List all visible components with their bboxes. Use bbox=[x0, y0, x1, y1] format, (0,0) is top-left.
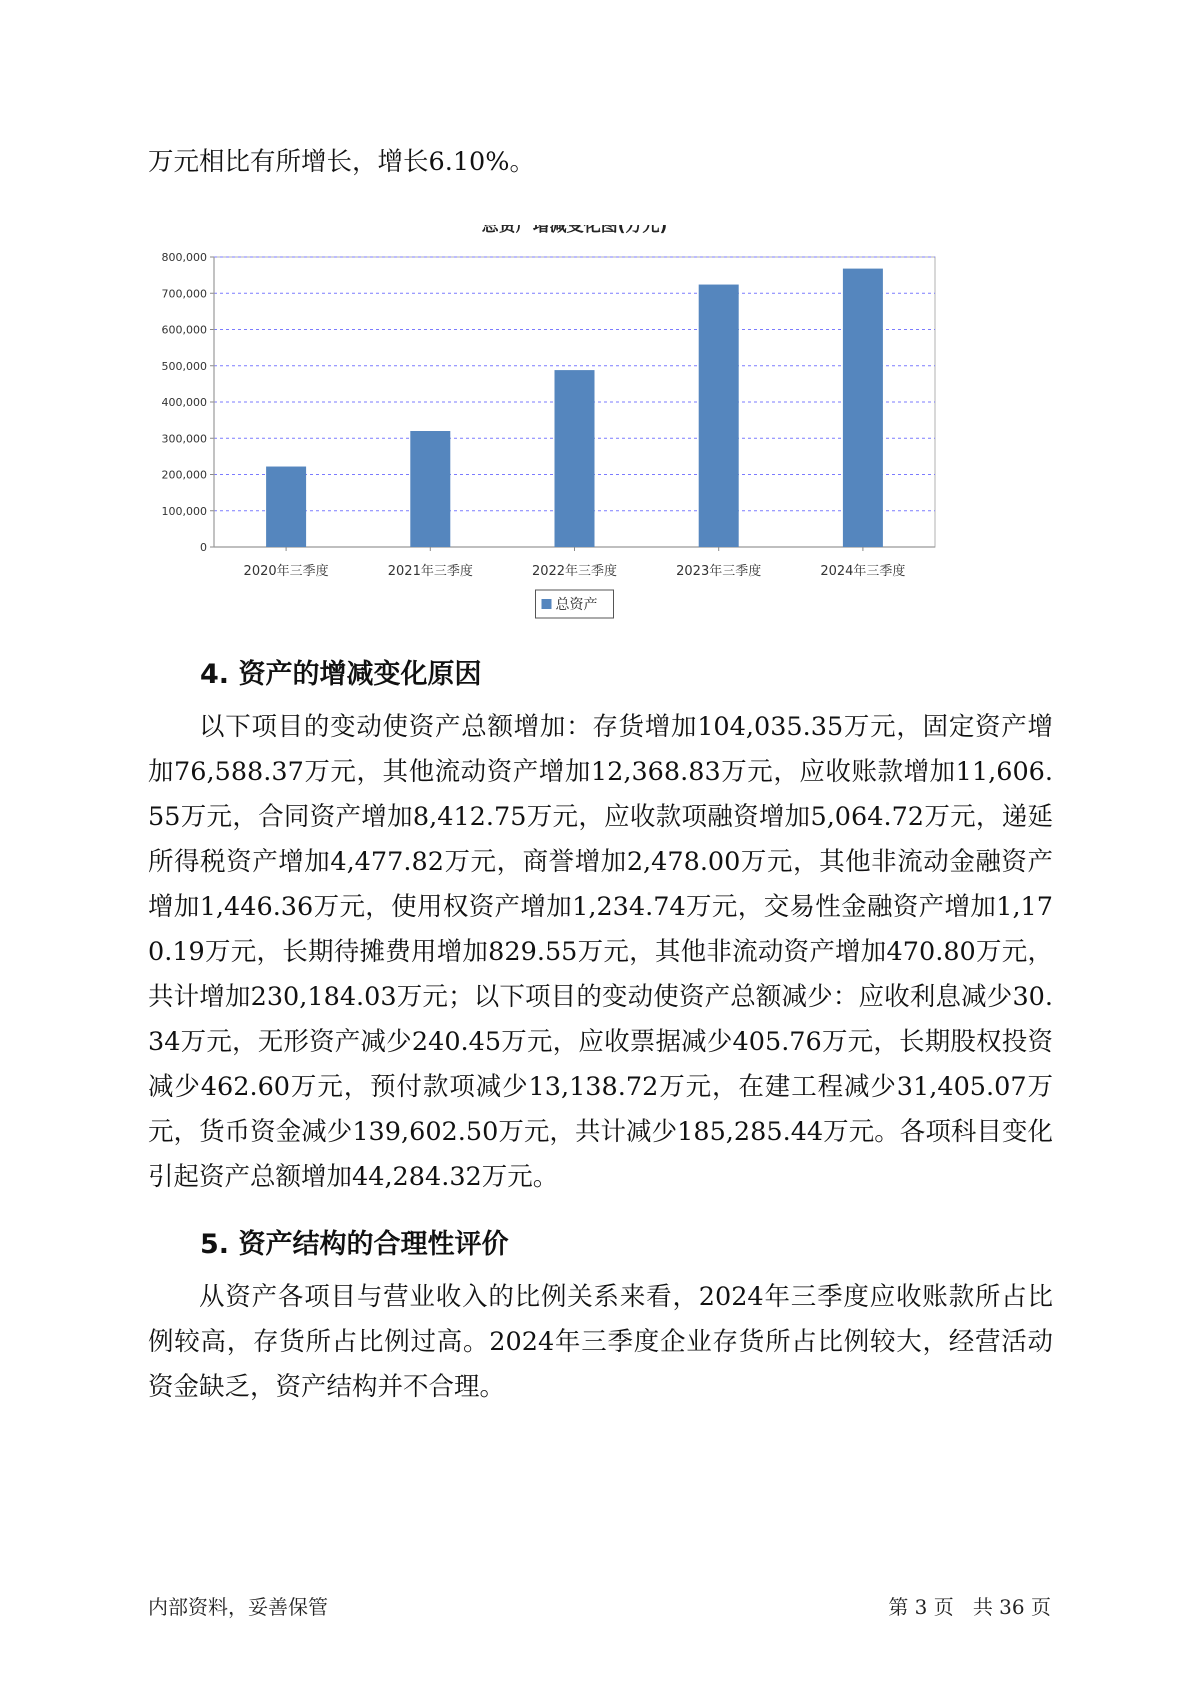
y-tick-label: 300,000 bbox=[161, 432, 207, 446]
y-tick-label: 400,000 bbox=[161, 396, 207, 409]
legend-swatch bbox=[542, 599, 552, 609]
bar bbox=[555, 370, 595, 547]
y-tick-label: 600,000 bbox=[161, 323, 207, 337]
x-tick-label: 2021年三季度 bbox=[387, 564, 473, 579]
bar bbox=[266, 467, 306, 547]
section-4-body: 以下项目的变动使资产总额增加：存货增加104,035.35万元，固定资产增加76,588.37万元，其他流动资产增加12,368.83万元，应收账款增加11,606.55万元，合同资产增加8,412.75万元，应收款项融资增加5,064.72万元，递延所得税资产增加4,477.82万元，商誉增加2,478.00万元，其他非流动金融资产增加1,446.36万元，使用权资产增加1,234.74万元，交易性金融资产增加1,170.19万元，长期待摊费用增加829.55万元，其他非流动资产增加470.80万元，共计增加230,184.03万元；以下项目的变动使资产总额减少：应收利息减少30.34万元，无形资产减少240.45万元，应收票据减少405.76万元，长期股权投资减少462.60万元，预付款项减少13,138.72万元，在建工程减少31,405.07万元，货币资金减少139,602.50万元，共计减少185,285.44万元。各项科目变化引起资产总额增加44,284.32万元。 bbox=[148, 712, 1053, 1192]
x-tick-label: 2020年三季度 bbox=[243, 564, 329, 579]
legend-label: 总资产 bbox=[555, 597, 598, 613]
section-5-title: 5. 资产结构的合理性评价 bbox=[200, 1229, 509, 1260]
footer-confidential: 内部资料，妥善保管 bbox=[148, 1595, 328, 1619]
bar bbox=[410, 431, 450, 547]
bar bbox=[699, 285, 739, 547]
section-5-body: 从资产各项目与营业收入的比例关系来看，2024年三季度应收账款所占比例较高，存货所占比例过高。2024年三季度企业存货所占比例较大，经营活动资金缺乏，资产结构并不合理。 bbox=[148, 1282, 1053, 1402]
y-tick-label: 700,000 bbox=[161, 287, 207, 301]
y-tick-label: 800,000 bbox=[161, 251, 207, 264]
x-tick-label: 2024年三季度 bbox=[820, 564, 906, 579]
footer-page-number: 第 3 页 共 36 页 bbox=[888, 1595, 1051, 1619]
x-tick-label: 2023年三季度 bbox=[676, 564, 762, 579]
intro-line: 万元相比有所增长，增长6.10%。 bbox=[148, 147, 536, 177]
x-tick-label: 2022年三季度 bbox=[531, 564, 618, 579]
y-tick-label: 100,000 bbox=[161, 504, 207, 518]
chart-title: 总资产增减变化图(万元) bbox=[481, 225, 668, 236]
chart-svg bbox=[160, 225, 1030, 680]
total-assets-chart bbox=[160, 225, 1030, 680]
section-4-title: 4. 资产的增减变化原因 bbox=[200, 659, 482, 690]
y-tick-label: 0 bbox=[200, 541, 207, 554]
y-tick-label: 200,000 bbox=[161, 468, 207, 482]
bar bbox=[843, 269, 883, 547]
y-tick-label: 500,000 bbox=[161, 359, 207, 373]
